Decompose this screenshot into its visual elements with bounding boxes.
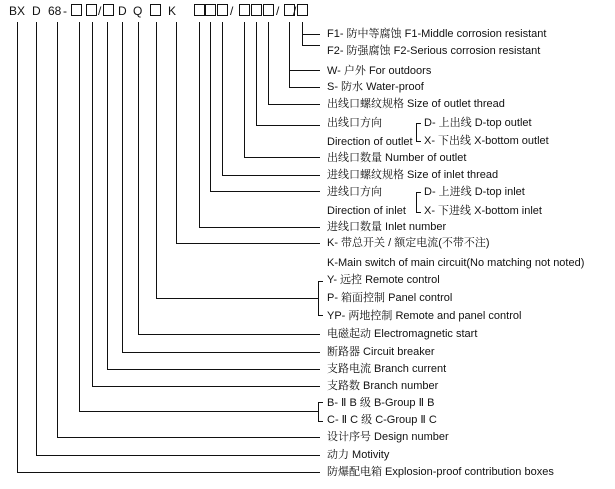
label-p-panel: P- 箱面控制 Panel control: [327, 292, 453, 304]
code-box-group: [70, 4, 83, 18]
line-outlet-direction: [257, 22, 321, 126]
label-inlet-direction-cn: 进线口方向: [327, 186, 382, 198]
code-slash-3: /: [276, 4, 280, 18]
label-f2: F2- 防强腐蚀 F2-Serious corrosion resistant: [327, 45, 541, 57]
label-motivity: 动力 Motivity: [327, 449, 390, 461]
line-branch-current: [108, 22, 321, 370]
label-electromagnetic: 电磁起动 Electromagnetic start: [327, 328, 478, 340]
line-breaker: [123, 22, 321, 353]
label-k-cn: K- 带总开关 / 额定电流(不带不注): [327, 237, 490, 249]
label-outlet-thread: 出线口螺纹规格 Size of outlet thread: [327, 98, 505, 110]
label-y-remote: Y- 远控 Remote control: [327, 274, 440, 286]
code-series: BX: [9, 4, 26, 18]
label-branch-number: 支路数 Branch number: [327, 380, 439, 392]
code-design-number: 68: [48, 4, 62, 18]
label-d-top-outlet: D- 上出线 D-top outlet: [424, 117, 532, 129]
label-breaker: 断路器 Circuit breaker: [327, 346, 435, 358]
label-group-b: B- Ⅱ B 级 B-Group Ⅱ B: [327, 397, 435, 409]
line-ws: [290, 22, 321, 88]
label-s: S- 防水 Water-proof: [327, 81, 424, 93]
code-slash-2: /: [230, 4, 234, 18]
code-box-control: [149, 4, 162, 18]
label-inlet-thread: 进线口螺纹规格 Size of inlet thread: [327, 169, 499, 181]
label-design-number: 设计序号 Design number: [327, 431, 449, 443]
line-boxes: [18, 22, 321, 473]
code-separator: -: [63, 4, 67, 18]
code-box-inlet-thread: [216, 4, 229, 18]
label-outlet-number: 出线口数量 Number of outlet: [327, 152, 467, 164]
label-outlet-direction-cn: 出线口方向: [327, 117, 382, 129]
line-inlet-direction: [211, 22, 321, 192]
label-outlet-direction-en: Direction of outlet: [327, 136, 413, 148]
code-k-letter: K: [168, 4, 177, 18]
code-box-outlet-thread: [262, 4, 275, 18]
code-d-letter: D: [118, 4, 127, 18]
line-outlet-number: [245, 22, 321, 158]
line-k: [177, 22, 321, 244]
code-slash-4: /: [293, 4, 297, 18]
label-k-en: K-Main switch of main circuit(No matching not noted): [327, 257, 585, 269]
label-branch-current: 支路电流 Branch current: [327, 363, 447, 375]
code-box-f: [296, 4, 309, 18]
code-type: D: [32, 4, 41, 18]
label-d-top-inlet: D- 上进线 D-top inlet: [424, 186, 525, 198]
code-slash-1: /: [98, 4, 102, 18]
label-f1: F1- 防中等腐蚀 F1-Middle corrosion resistant: [327, 28, 547, 40]
label-group-c: C- Ⅱ C 级 C-Group Ⅱ C: [327, 414, 437, 426]
label-w: W- 户外 For outdoors: [327, 65, 432, 77]
label-x-bottom-inlet: X- 下进线 X-bottom inlet: [424, 205, 542, 217]
code-box-branch-current: [102, 4, 115, 18]
line-design-number: [58, 22, 321, 438]
line-electromagnetic: [139, 22, 321, 335]
label-inlet-direction-en: Direction of inlet: [327, 205, 406, 217]
code-box-branch-number: [85, 4, 98, 18]
line-inlet-number: [200, 22, 321, 228]
line-f-suffix: [303, 22, 321, 46]
line-q: [157, 22, 319, 299]
line-group: [80, 22, 319, 412]
label-x-bottom-outlet: X- 下出线 X-bottom outlet: [424, 135, 549, 147]
line-branch-number: [93, 22, 321, 387]
label-inlet-number: 进线口数量 Inlet number: [327, 221, 447, 233]
label-boxes: 防爆配电箱 Explosion-proof contribution boxes: [327, 466, 554, 478]
code-q-letter: Q: [133, 4, 143, 18]
label-yp-both: YP- 两地控制 Remote and panel control: [327, 310, 522, 322]
